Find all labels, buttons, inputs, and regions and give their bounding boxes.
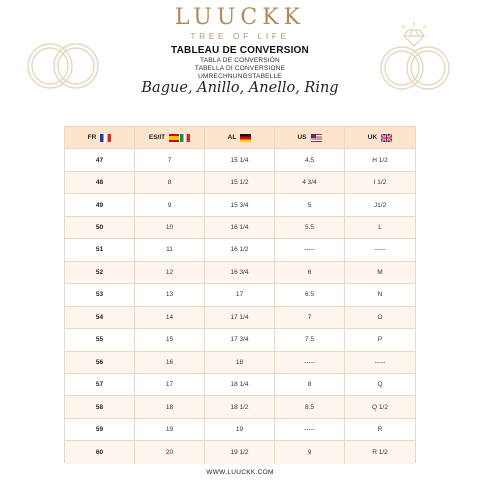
website-url: WWW.LUUCKK.COM [206,469,274,476]
header-es-it [135,127,205,148]
table-cell: 17 3/4 [205,329,275,350]
table-cell: 16 [135,352,205,373]
header-us [275,127,345,148]
table-cell: M [377,268,383,276]
table-cell: 12 [135,262,205,283]
table-cell: 7.5 [275,329,345,350]
table-row [65,329,415,351]
table-cell: 18 [135,396,205,417]
table-cell: 17 [205,284,275,305]
table-cell: 6 [275,262,345,283]
table-row [65,396,415,418]
table-cell: 18 1/4 [205,374,275,395]
table-cell: 15 1/4 [205,149,275,170]
table-cell: 13 [135,284,205,305]
table-cell: 58 [65,396,135,417]
ring-title: Bague, Anillo, Anello, Ring [141,80,339,96]
table-cell: 5 [275,194,345,215]
table-cell: 15 [135,329,205,350]
table-cell: ----- [374,358,386,366]
header-uk [345,127,415,148]
table-cell: Q [377,381,383,389]
table-cell: 17 [135,374,205,395]
page-title: TABLEAU DE CONVERSION [171,45,309,56]
uk-flag-icon [381,134,392,142]
table-cell: 16 1/4 [205,217,275,238]
table-cell: 14 [135,307,205,328]
table-cell: 9 [135,194,205,215]
brand-tagline: TREE OF LIFE [190,31,290,41]
table-cell: 18 [205,352,275,373]
table-row [65,374,415,396]
table-cell: 48 [65,172,135,193]
table-cell: 50 [65,217,135,238]
table-cell: 8.5 [275,396,345,417]
table-cell: 15 3/4 [205,194,275,215]
spain-italy-flag-icon [169,134,190,142]
table-cell: 57 [65,374,135,395]
conversion-table [64,126,416,463]
table-cell: 60 [65,441,135,463]
brand-header [0,6,480,81]
subtitle-es: TABLA DE CONVERSIÓN [200,57,280,64]
table-cell: ----- [275,239,345,260]
table-cell: 11 [135,239,205,260]
table-cell: Q 1/2 [372,403,388,411]
table-row [65,239,415,261]
table-row [65,262,415,284]
table-cell: 52 [65,262,135,283]
france-flag-icon [100,134,111,142]
table-cell: 8 [275,374,345,395]
table-cell: 19 1/2 [205,441,275,463]
table-cell: 9 [275,441,345,463]
germany-flag-icon [240,134,251,142]
subtitle-it: TABELLA DI CONVERSIONE [194,65,286,72]
header-label: ES/IT [148,134,166,142]
table-cell: 51 [65,239,135,260]
table-row [65,419,415,441]
header-fr [65,127,135,148]
table-row [65,307,415,329]
table-body [65,149,415,463]
table-cell: ----- [275,419,345,440]
table-cell: 7 [275,307,345,328]
table-cell: 18 1/2 [205,396,275,417]
table-cell: 8 [135,172,205,193]
table-cell: 19 [135,419,205,440]
table-cell: J1/2 [373,201,387,209]
table-cell: 53 [65,284,135,305]
header-label: FR [87,134,97,142]
table-cell: 6.5 [275,284,345,305]
table-cell: ----- [275,352,345,373]
table-row [65,352,415,374]
usa-flag-icon [311,134,322,142]
table-cell: 20 [135,441,205,463]
table-cell: L [378,224,382,232]
table-row [65,284,415,306]
table-cell: O [377,313,383,321]
table-cell: 59 [65,419,135,440]
header-label: UK [367,134,378,142]
table-cell: 10 [135,217,205,238]
brand-logo-text: LUUCKK [174,5,306,30]
table-cell: 16 3/4 [205,262,275,283]
table-cell: 15 1/2 [205,172,275,193]
table-cell: 56 [65,352,135,373]
table-cell: H 1/2 [372,156,388,164]
table-cell: I 1/2 [373,179,387,187]
table-cell: 54 [65,307,135,328]
table-cell: 16 1/2 [205,239,275,260]
table-cell: N [377,291,383,299]
header-al [205,127,275,148]
table-cell: 47 [65,149,135,170]
table-cell: 7 [135,149,205,170]
subtitle-de: UMRECHNUNGSTABELLE [198,73,282,80]
italy-flag-icon [180,134,190,142]
header-label: AL [227,134,237,142]
table-header-row [65,127,415,149]
table-cell: 5.5 [275,217,345,238]
table-row [65,194,415,216]
table-cell: 4.5 [275,149,345,170]
table-row [65,172,415,194]
table-cell: 4 3/4 [275,172,345,193]
table-cell: 17 1/4 [205,307,275,328]
table-cell: ----- [374,246,386,254]
table-row [65,217,415,239]
header-label: US [297,134,307,142]
table-row [65,441,415,463]
table-cell: 19 [205,419,275,440]
spain-flag-icon [169,134,179,142]
table-cell: P [377,336,383,344]
table-cell: R 1/2 [372,449,388,457]
table-cell: 55 [65,329,135,350]
table-cell: 49 [65,194,135,215]
table-cell: R [377,426,383,434]
table-row [65,149,415,171]
